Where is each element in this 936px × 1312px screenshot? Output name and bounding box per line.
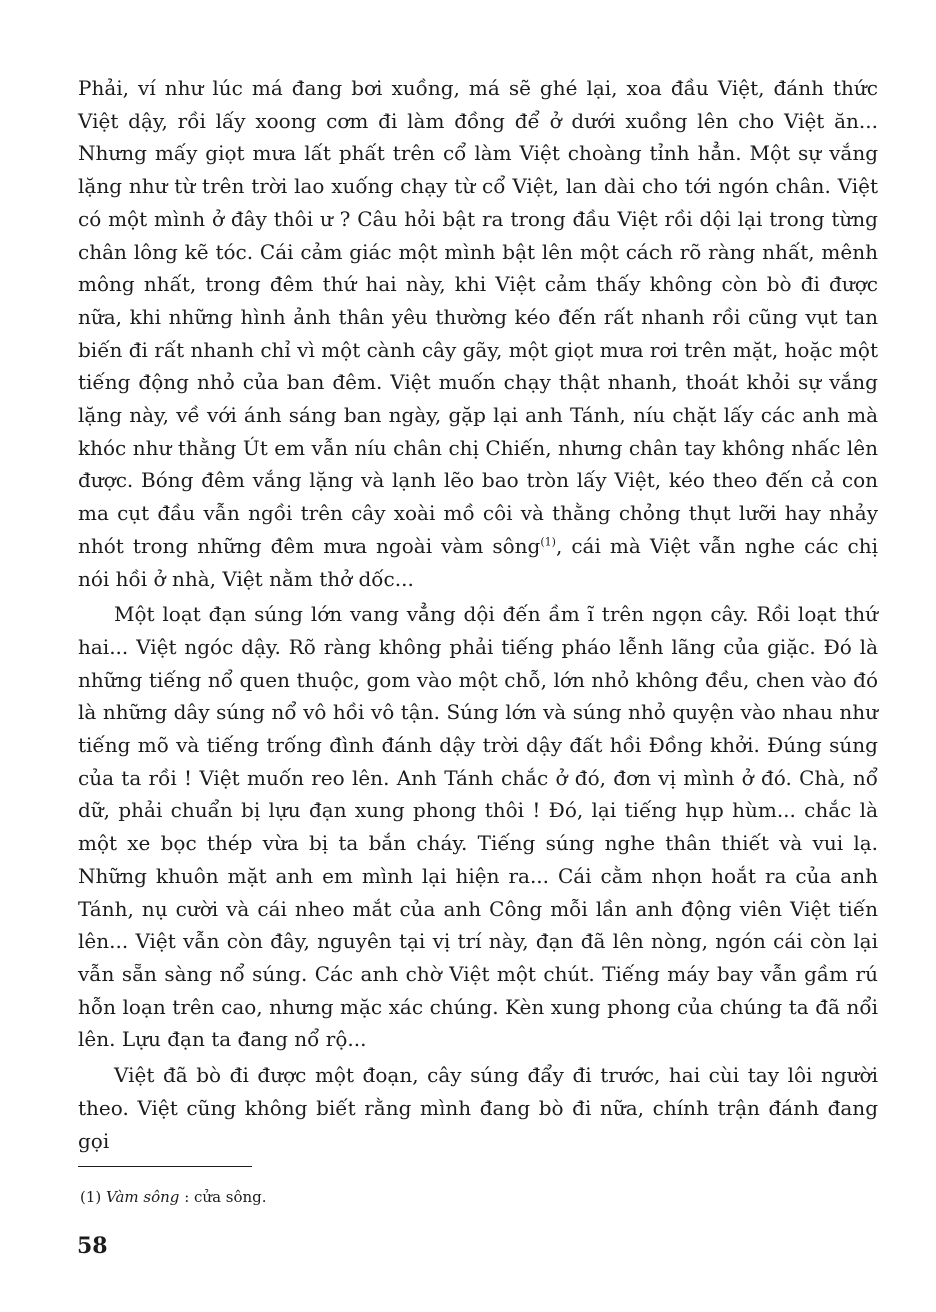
footnote-separator: : — [179, 1188, 195, 1206]
footnote-reference: (1) — [540, 535, 556, 549]
paragraph-2: Một loạt đạn súng lớn vang vẳng dội đến ầm ĩ trên ngọn cây. Rồi loạt thứ hai... Việt ngóc dậy. Rõ ràng không phải tiếng pháo lễnh lãng của giặc. Đó là những tiếng nổ quen thuộc, gom vào một chỗ, lớn nhỏ không đều, chen vào đó là những dây súng nổ vô hồi vô tận. Súng lớn và súng nhỏ quyện vào nhau như tiếng mõ và tiếng trống đình đánh dậy trời dậy đất hồi Đồng khởi. Đúng súng của ta rồi ! Việt muốn reo lên. Anh Tánh chắc ở đó, đơn vị mình ở đó. Chà, nổ dữ, phải chuẩn bị lựu đạn xung phong thôi ! Đó, lại tiếng hụp hùm... chắc là một xe bọc thép vừa bị ta bắn cháy. Tiếng súng nghe thân thiết và vui lạ. Những khuôn mặt anh em mình lại hiện ra... Cái cằm nhọn hoắt ra của anh Tánh, nụ cười và cái nheo mắt của anh Công mỗi lần anh động viên Việt tiến lên... Việt vẫn còn đây, nguyên tại vị trí này, đạn đã lên nòng, ngón cái còn lại vẫn sẵn sàng nổ súng. Các anh chờ Việt một chút. Tiếng máy bay vẫn gầm rú hỗn loạn trên cao, nhưng mặc xác chúng. Kèn xung phong của chúng ta đã nổi lên. Lựu đạn ta đang nổ rộ... — [78, 602, 878, 1052]
footnote — [80, 1186, 780, 1208]
paragraph-1-text: Phải, ví như lúc má đang bơi xuồng, má sẽ ghé lại, xoa đầu Việt, đánh thức Việt dậy, rồi lấy xoong cơm đi làm đồng để ở dưới xuồng lên cho Việt ăn... Nhưng mấy giọt mưa lất phất trên cổ làm Việt choàng tỉnh hẳn. Một sự vắng lặng như từ trên trời lao xuống chạy từ cổ Việt, lan dài cho tới ngón chân. Việt có một mình ở đây thôi ư ? Câu hỏi bật ra trong đầu Việt rồi dội lại trong từng chân lông kẽ tóc. Cái cảm giác một mình bật lên một cách rõ ràng nhất, mênh mông nhất, trong đêm thứ hai này, khi Việt cảm thấy không còn bò đi được nữa, khi những hình ảnh thân yêu thường kéo đến rất nhanh rồi cũng vụt tan biến đi rất nhanh chỉ vì một cành cây gãy, một giọt mưa rơi trên mặt, hoặc một tiếng động nhỏ của ban đêm. Việt muốn chạy thật nhanh, thoát khỏi sự vắng lặng này, về với ánh sáng ban ngày, gặp lại anh Tánh, níu chặt lấy các anh mà khóc như thằng Út em vẫn níu chân chị Chiến, nhưng chân tay không nhấc lên được. Bóng đêm vắng lặng và lạnh lẽo bao tròn lấy Việt, kéo theo đến cả con ma cụt đầu vẫn ngồi trên cây xoài mồ côi và thằng chỏng thụt lưỡi hay nhảy nhót trong những đêm mưa ngoài vàm sông — [78, 76, 878, 558]
paragraph-1 — [78, 72, 878, 595]
footnote-marker: (1) — [80, 1188, 102, 1206]
footnote-term: Vàm sông — [106, 1188, 180, 1206]
paragraph-3: Việt đã bò đi được một đoạn, cây súng đẩy đi trước, hai cùi tay lôi người theo. Việt cũng không biết rằng mình đang bò đi nữa, chính trận đánh đang gọi — [78, 1063, 878, 1153]
paragraph-1-text-end: , cái mà Việt vẫn nghe các chị nói hồi ở nhà, Việt nằm thở dốc... — [78, 533, 878, 591]
footnote-divider — [78, 1166, 252, 1167]
body-text — [78, 72, 878, 1157]
page-number: 58 — [77, 1233, 108, 1259]
footnote-definition: cửa sông. — [194, 1188, 267, 1206]
